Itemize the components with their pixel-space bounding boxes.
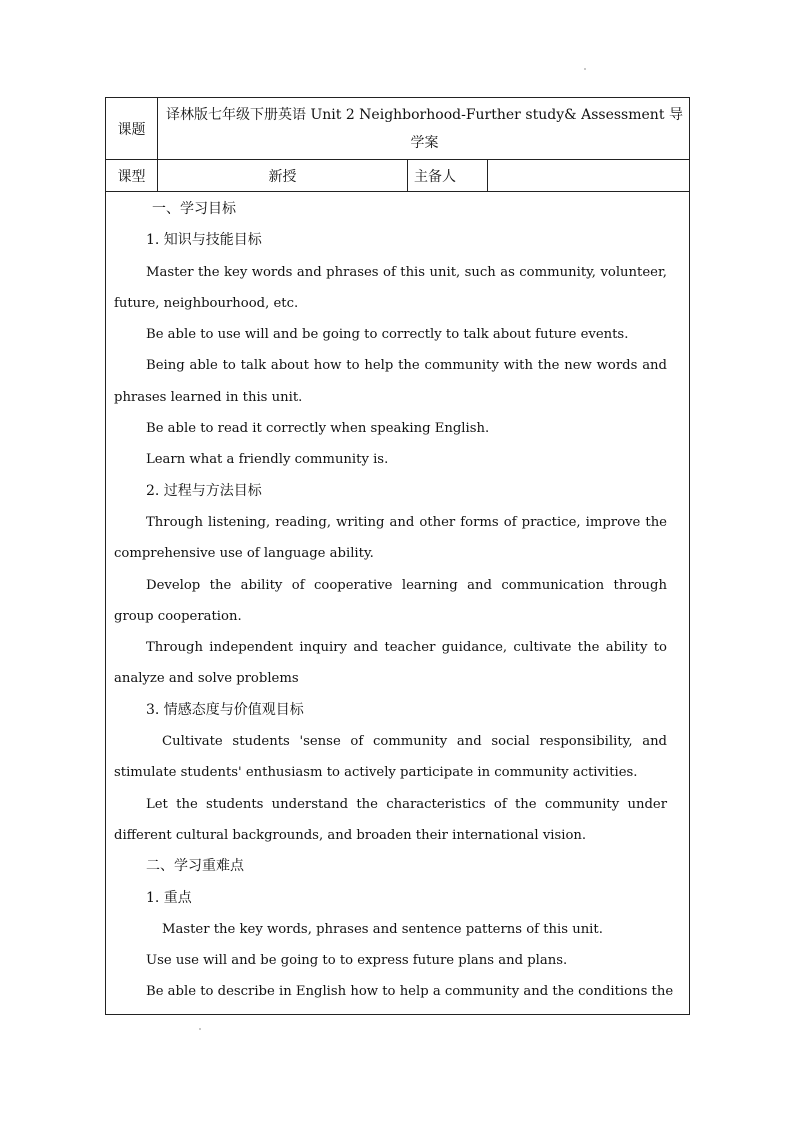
section-heading: 一、学习目标 xyxy=(152,201,236,217)
preparer-label: 主备人 xyxy=(408,160,488,192)
paragraph: Let the students understand the characteristics of the community under different cultural backgrounds, and broaden their international vision. xyxy=(114,796,667,843)
type-label: 课型 xyxy=(106,160,158,192)
topic-title-part: Assessment xyxy=(581,106,665,123)
scan-speck xyxy=(584,68,586,70)
preparer-value xyxy=(488,160,690,192)
type-value: 新授 xyxy=(158,160,408,192)
paragraph: Through independent inquiry and teacher guidance, cultivate the ability to analyze and solve problems xyxy=(114,640,667,687)
paragraph: Cultivate students 'sense of community and social responsibility, and stimulate students' enthusiasm to actively participate in community activities. xyxy=(114,734,667,781)
paragraph: Being able to talk about how to help the community with the new words and phrases learned in this unit. xyxy=(114,358,667,405)
topic-title xyxy=(158,98,690,160)
paragraph: Master the key words, phrases and sentence patterns of this unit. xyxy=(162,921,603,937)
paragraph: Be able to describe in English how to help a community and the conditions the xyxy=(146,984,674,1000)
subsection-heading: 1. 重点 xyxy=(146,889,192,906)
lesson-plan-table xyxy=(105,97,690,1015)
paragraph: Be able to read it correctly when speaking English. xyxy=(146,421,490,437)
subsection-heading: 2. 过程与方法目标 xyxy=(146,482,262,499)
content-row xyxy=(106,192,690,1015)
section-heading: 二、学习重难点 xyxy=(146,858,244,875)
topic-title-part: 导 xyxy=(668,106,683,123)
topic-row xyxy=(106,98,690,160)
scan-speck xyxy=(199,1028,201,1030)
paragraph: Through listening, reading, writing and other forms of practice, improve the comprehensive use of language ability. xyxy=(114,514,667,562)
topic-title-line2: 学案 xyxy=(410,134,439,151)
paragraph: Learn what a friendly community is. xyxy=(146,452,389,468)
topic-title-part: study& xyxy=(525,106,577,123)
subsection-heading: 1. 知识与技能目标 xyxy=(146,232,262,249)
subsection-heading: 3. 情感态度与价值观目标 xyxy=(146,701,304,718)
paragraph: Use use will and be going to to express future plans and plans. xyxy=(146,953,568,969)
type-row xyxy=(106,160,690,192)
paragraph: Be able to use will and be going to correctly to talk about future events. xyxy=(146,327,629,343)
paragraph: Develop the ability of cooperative learning and communication through group cooperation. xyxy=(114,577,667,624)
content-cell xyxy=(106,192,690,1015)
topic-title-part: 译林版七年级下册英语 Unit 2 Neighborhood-Further xyxy=(166,106,521,123)
paragraph: Master the key words and phrases of this unit, such as community, volunteer, future, neighbourhood, etc. xyxy=(114,264,667,311)
topic-label: 课题 xyxy=(106,98,158,160)
